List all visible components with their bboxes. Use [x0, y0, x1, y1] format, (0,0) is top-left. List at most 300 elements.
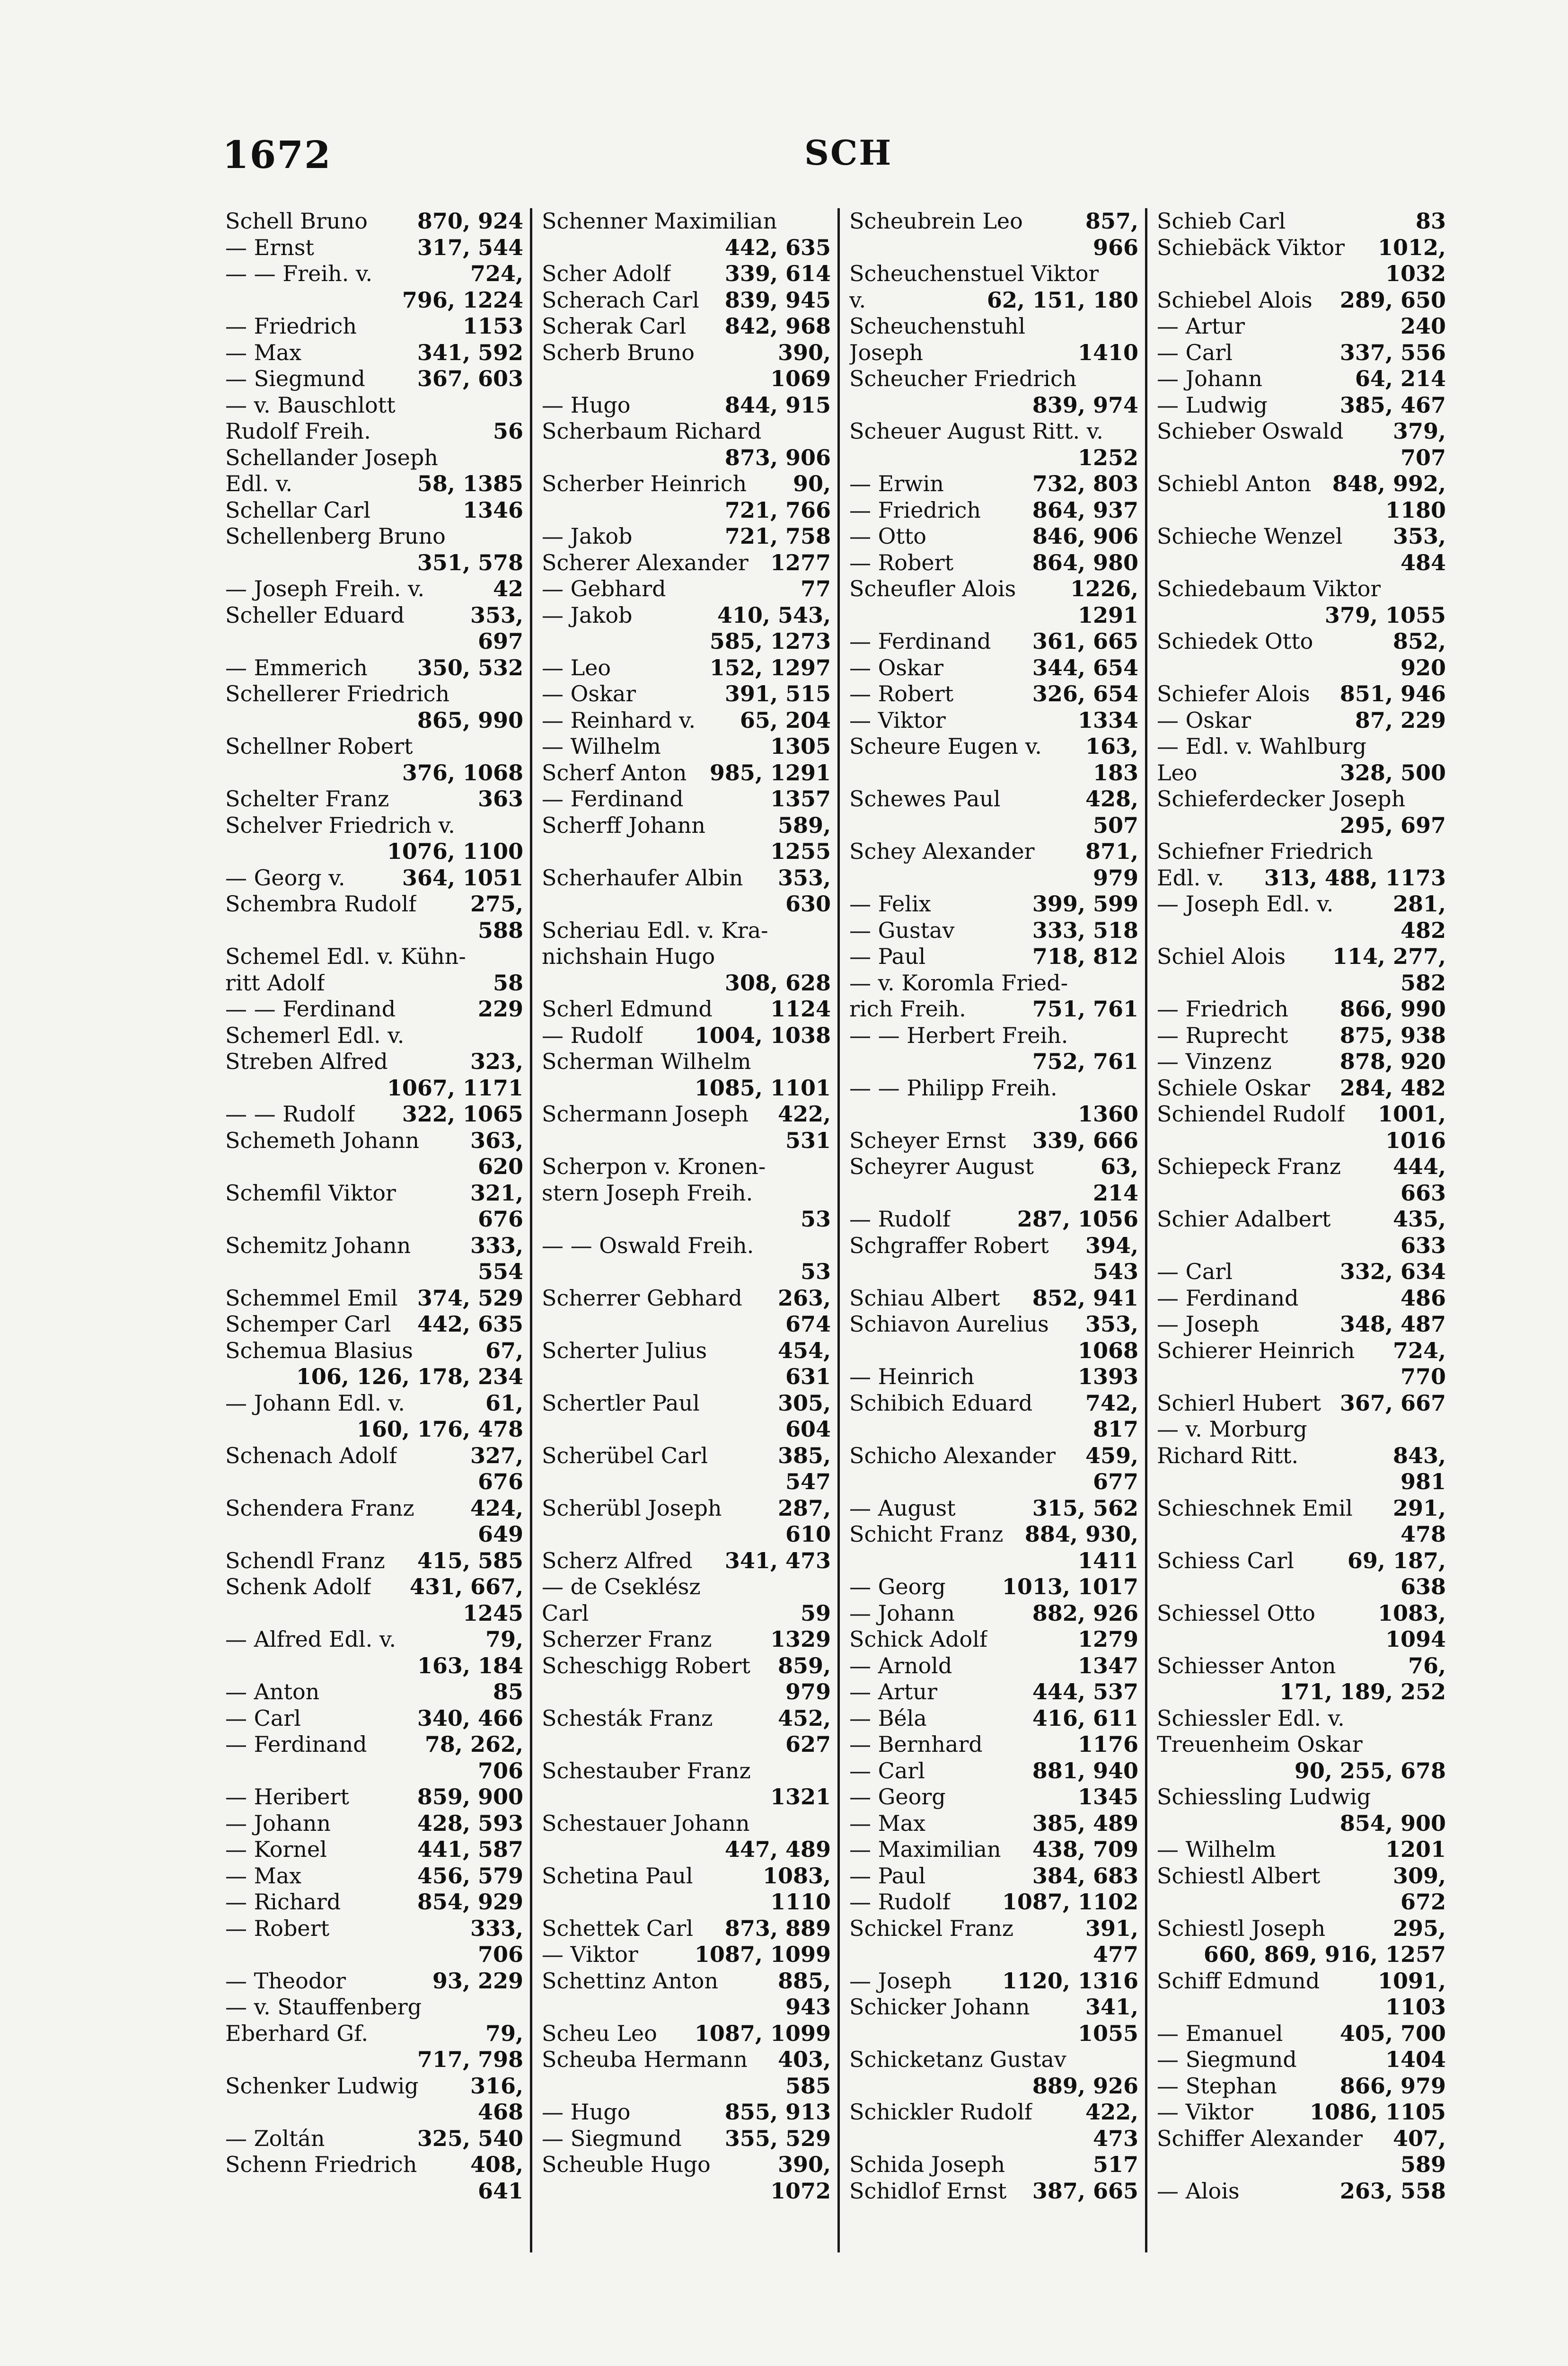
entry-pages: 78, 262,	[424, 1731, 523, 1757]
entry-name: — Heinrich	[849, 1364, 975, 1389]
entry-pages: 63,	[1100, 1154, 1138, 1179]
entry-continuation-line	[225, 628, 523, 655]
entry-pages: 87, 229	[1355, 707, 1446, 733]
entry-line	[542, 760, 831, 786]
entry-line	[849, 1705, 1138, 1732]
entry-continuation-line	[1157, 1758, 1446, 1784]
entry-line	[225, 1626, 523, 1653]
entry-pages: 589,	[777, 812, 831, 838]
entry-name: Scherübel Carl	[542, 1442, 708, 1468]
entry-name: Schestauber Franz	[542, 1757, 751, 1783]
entry-pages: 1245	[462, 1600, 523, 1626]
entry-pages: 839, 945	[724, 287, 831, 313]
entry-pages: 842, 968	[724, 313, 831, 339]
entry-continuation-line	[1157, 1364, 1446, 1390]
entry-pages: 543	[1092, 1259, 1138, 1284]
entry-continuation-line	[849, 2021, 1138, 2047]
entry-line	[225, 1994, 523, 2021]
entry-pages: 1334	[1077, 707, 1138, 733]
entry-continuation-line	[225, 2099, 523, 2126]
entry-name: Scheubrein Leo	[849, 208, 1023, 234]
entry-name: — Emmerich	[225, 654, 368, 680]
entry-name: Schewes Paul	[849, 786, 1001, 812]
entry-name: Schidlof Ernst	[849, 2178, 1007, 2204]
entry-line	[849, 1863, 1138, 1889]
entry-line	[225, 523, 523, 550]
entry-pages: 456, 579	[417, 1863, 523, 1889]
entry-line	[1157, 628, 1446, 655]
entry-line	[1157, 1390, 1446, 1417]
entry-name: Schiendel Rudolf	[1157, 1101, 1345, 1127]
entry-pages: 152, 1297	[709, 654, 831, 680]
entry-line	[1157, 839, 1446, 865]
entry-line	[225, 1128, 523, 1154]
entry-continuation-line	[1157, 812, 1446, 839]
entry-pages: 627	[785, 1731, 831, 1757]
entry-name: — Ferdinand	[1157, 1285, 1299, 1311]
entry-name: — Oskar	[1157, 707, 1251, 733]
entry-pages: 672	[1400, 1889, 1446, 1915]
entry-pages: 275,	[470, 891, 523, 917]
entry-name: Scherpon v. Kronen-	[542, 1154, 766, 1179]
entry-name: — v. Bauschlott	[225, 392, 396, 418]
entry-continuation-line	[1157, 1180, 1446, 1207]
entry-line	[1157, 1600, 1446, 1627]
entry-pages: 1252	[1077, 444, 1138, 470]
entry-pages: 459,	[1085, 1442, 1138, 1468]
entry-name: Schenk Adolf	[225, 1574, 371, 1599]
entry-name: — Edl. v. Wahlburg	[1157, 733, 1366, 759]
entry-pages: 93, 229	[432, 1968, 523, 1994]
entry-pages: 333,	[470, 1232, 523, 1258]
entry-line	[849, 1075, 1138, 1102]
entry-name: — Alfred Edl. v.	[225, 1626, 396, 1652]
entry-line	[1157, 523, 1446, 550]
entry-line	[849, 707, 1138, 734]
entry-continuation-line	[225, 2047, 523, 2073]
entry-pages: 473	[1092, 2125, 1138, 2151]
entry-line	[542, 418, 831, 445]
entry-line	[1157, 1023, 1446, 1049]
entry-line	[542, 1023, 831, 1049]
entry-name: — Heribert	[225, 1784, 349, 1810]
entry-line	[1157, 1548, 1446, 1574]
entry-name: — — Oswald Freih.	[542, 1232, 754, 1258]
entry-pages: 83	[1415, 208, 1446, 234]
entry-pages: 871,	[1085, 839, 1138, 864]
entry-name: — Rudolf	[849, 1206, 951, 1232]
entry-pages: 289, 650	[1339, 287, 1446, 313]
entry-line	[849, 497, 1138, 524]
entry-continuation-line	[849, 1259, 1138, 1285]
entry-line	[542, 313, 831, 340]
entry-name: Schicker Johann	[849, 1994, 1030, 2020]
entry-name: Schida Joseph	[849, 2152, 1005, 2177]
entry-line	[542, 1600, 831, 1627]
entry-name: — Artur	[849, 1679, 937, 1704]
entry-line	[1157, 418, 1446, 445]
entry-name: Scherb Bruno	[542, 339, 695, 365]
entry-line	[542, 1154, 831, 1180]
entry-pages: 442, 635	[417, 1311, 523, 1337]
entry-name: — Kornel	[225, 1836, 327, 1862]
entry-pages: 163,	[1085, 733, 1138, 759]
entry-line	[849, 1233, 1138, 1259]
entry-pages: 367, 667	[1339, 1390, 1446, 1416]
entry-line	[225, 786, 523, 812]
entry-pages: 873, 906	[724, 444, 831, 470]
entry-line	[542, 865, 831, 892]
entry-pages: 317, 544	[417, 234, 523, 260]
entry-name: Schiessler Edl. v.	[1157, 1705, 1345, 1731]
entry-pages: 53	[800, 1206, 831, 1232]
entry-name: — Vinzenz	[1157, 1049, 1272, 1074]
entry-pages: 866, 990	[1339, 996, 1446, 1022]
entry-pages: 363	[477, 786, 523, 812]
entry-line	[1157, 287, 1446, 314]
entry-pages: 332, 634	[1339, 1259, 1446, 1284]
entry-name: Schierer Heinrich	[1157, 1337, 1355, 1363]
entry-pages: 966	[1092, 234, 1138, 260]
entry-name: — Wilhelm	[1157, 1836, 1276, 1862]
entry-line	[849, 1731, 1138, 1758]
entry-pages: 353,	[470, 602, 523, 628]
entry-continuation-line	[542, 497, 831, 524]
entry-pages: 1180	[1385, 497, 1446, 523]
entry-pages: 718, 812	[1032, 944, 1138, 969]
entry-pages: 1103	[1385, 1994, 1446, 2020]
entry-pages: 852,	[1392, 628, 1446, 654]
entry-name: Schestauer Johann	[542, 1810, 750, 1836]
entry-pages: 64, 214	[1355, 366, 1446, 391]
entry-continuation-line	[1157, 1469, 1446, 1495]
entry-name: — Max	[849, 1810, 926, 1836]
entry-name: Scheuer August Ritt. v.	[849, 418, 1103, 444]
entry-name: — Viktor	[849, 707, 946, 733]
entry-line	[225, 1049, 523, 1075]
entry-pages: 58	[493, 970, 523, 996]
entry-pages: 582	[1400, 970, 1446, 996]
entry-pages: 316,	[470, 2073, 523, 2099]
entry-pages: 114, 277,	[1332, 944, 1446, 969]
entry-name: Schickler Rudolf	[849, 2099, 1032, 2125]
entry-name: — Joseph Edl. v.	[1157, 891, 1334, 917]
entry-line	[1157, 1338, 1446, 1364]
entry-pages: 875, 938	[1339, 1022, 1446, 1048]
entry-pages: 408,	[470, 2152, 523, 2177]
entry-continuation-line	[542, 235, 831, 261]
entry-pages: 873, 889	[724, 1915, 831, 1941]
entry-line	[849, 1206, 1138, 1233]
entry-line	[1157, 1259, 1446, 1285]
entry-pages: 878, 920	[1339, 1049, 1446, 1074]
entry-continuation-line	[1157, 602, 1446, 629]
entry-pages: 1069	[770, 366, 831, 391]
entry-pages: 438, 709	[1032, 1836, 1138, 1862]
entry-continuation-line	[225, 2178, 523, 2205]
entry-pages: 633	[1400, 1232, 1446, 1258]
entry-line	[849, 471, 1138, 497]
entry-name: — Reinhard v.	[542, 707, 696, 733]
entry-name: — Siegmund	[1157, 2047, 1297, 2072]
entry-name: Carl	[542, 1600, 589, 1626]
entry-name: Schelver Friedrich v.	[225, 812, 455, 838]
entry-pages: 353,	[777, 865, 831, 891]
entry-pages: 415, 585	[417, 1547, 523, 1573]
entry-line	[849, 1574, 1138, 1600]
entry-continuation-line	[542, 1075, 831, 1102]
entry-line	[849, 839, 1138, 865]
entry-line	[225, 1338, 523, 1364]
entry-line	[849, 733, 1138, 760]
entry-line	[849, 418, 1138, 445]
entry-pages: 649	[477, 1521, 523, 1547]
entry-pages: 864, 980	[1032, 549, 1138, 575]
entry-pages: 478	[1400, 1521, 1446, 1547]
entry-continuation-line	[1157, 1994, 1446, 2021]
entry-continuation-line	[1157, 655, 1446, 681]
entry-line	[849, 1521, 1138, 1548]
entry-name: — Siegmund	[225, 366, 365, 391]
entry-line	[542, 1443, 831, 1469]
entry-line	[849, 970, 1138, 997]
entry-name: Schemerl Edl. v.	[225, 1022, 405, 1048]
entry-pages: 979	[785, 1679, 831, 1704]
entry-pages: 1004, 1038	[694, 1022, 831, 1048]
entry-line	[225, 1101, 523, 1128]
entry-pages: 447, 489	[724, 1836, 831, 1862]
entry-name: Scheriau Edl. v. Kra-	[542, 917, 768, 943]
entry-line	[225, 2152, 523, 2178]
entry-line	[542, 1495, 831, 1522]
entry-pages: 295,	[1392, 1915, 1446, 1941]
entry-pages: 985, 1291	[709, 759, 831, 786]
entry-line	[849, 261, 1138, 287]
entry-continuation-line	[849, 1942, 1138, 1968]
entry-pages: 1085, 1101	[694, 1075, 831, 1101]
entry-pages: 752, 761	[1032, 1049, 1138, 1074]
entry-line	[225, 655, 523, 681]
entry-name: — Bernhard	[849, 1731, 983, 1757]
entry-name: — de Cseklész	[542, 1574, 701, 1599]
entry-pages: 724,	[470, 261, 523, 286]
entry-continuation-line	[225, 1259, 523, 1285]
entry-line	[1157, 1443, 1446, 1469]
entry-line	[849, 891, 1138, 918]
entry-pages: 1091,	[1377, 1968, 1446, 1994]
entry-line	[1157, 1784, 1446, 1810]
entry-name: Schiepeck Franz	[1157, 1154, 1341, 1179]
entry-pages: 350, 532	[417, 654, 523, 680]
entry-name: Scheyrer August	[849, 1154, 1034, 1179]
entry-name: — Wilhelm	[542, 733, 661, 759]
entry-name: — Oskar	[849, 654, 944, 680]
entry-continuation-line	[542, 445, 831, 471]
entry-name: — Siegmund	[542, 2125, 682, 2151]
entry-name: Schiefner Friedrich	[1157, 839, 1373, 864]
entry-name: Schiele Oskar	[1157, 1075, 1310, 1101]
entry-pages: 444, 537	[1032, 1679, 1138, 1704]
entry-name: Schellner Robert	[225, 733, 413, 759]
entry-continuation-line	[542, 1889, 831, 1916]
entry-pages: 353,	[1392, 523, 1446, 549]
entry-line	[542, 1180, 831, 1207]
entry-pages: 855, 913	[724, 2099, 831, 2125]
entry-pages: 67,	[485, 1337, 523, 1363]
entry-line	[225, 497, 523, 524]
entry-continuation-line	[849, 1101, 1138, 1128]
entry-line	[1157, 2073, 1446, 2100]
entry-name: — Rudolf	[542, 1022, 643, 1048]
entry-continuation-line	[542, 1469, 831, 1495]
entry-pages: 79,	[485, 2020, 523, 2046]
entry-line	[225, 1443, 523, 1469]
entry-line	[1157, 2021, 1446, 2047]
entry-pages: 452,	[777, 1705, 831, 1731]
entry-line	[1157, 235, 1446, 261]
entry-name: Schell Bruno	[225, 208, 368, 234]
entry-pages: 69, 187,	[1347, 1547, 1446, 1573]
entry-name: — Theodor	[225, 1968, 346, 1994]
entry-continuation-line	[849, 1049, 1138, 1075]
page-header	[222, 132, 1431, 185]
entry-line	[849, 1154, 1138, 1180]
entry-name: — v. Koromla Fried-	[849, 970, 1068, 996]
entry-line	[542, 1574, 831, 1600]
entry-name: — Viktor	[1157, 2099, 1253, 2125]
entry-pages: 1083,	[1377, 1600, 1446, 1626]
entry-line	[542, 1916, 831, 1942]
entry-pages: 1072	[770, 2178, 831, 2204]
entry-pages: 1055	[1077, 2020, 1138, 2046]
entry-name: — Erwin	[849, 471, 944, 496]
entry-pages: 295, 697	[1339, 812, 1446, 838]
entry-pages: 90,	[793, 471, 831, 496]
entry-pages: 333, 518	[1032, 917, 1138, 943]
entry-continuation-line	[225, 839, 523, 865]
entry-pages: 674	[785, 1311, 831, 1337]
entry-continuation-line	[225, 707, 523, 734]
entry-name: Schiebäck Viktor	[1157, 234, 1345, 260]
entry-pages: 1393	[1077, 1364, 1138, 1389]
entry-name: Schembra Rudolf	[225, 891, 417, 917]
entry-pages: 1305	[770, 733, 831, 759]
entry-continuation-line	[225, 550, 523, 576]
entry-line	[225, 1784, 523, 1810]
entry-pages: 724,	[1392, 1337, 1446, 1363]
entry-line	[542, 471, 831, 497]
entry-name: — Ludwig	[1157, 392, 1268, 418]
entry-continuation-line	[225, 1469, 523, 1495]
entry-pages: 981	[1400, 1469, 1446, 1494]
entry-pages: 79,	[485, 1626, 523, 1652]
entry-line	[542, 1338, 831, 1364]
entry-line	[1157, 944, 1446, 970]
entry-name: — Joseph	[849, 1968, 952, 1994]
entry-pages: 707	[1400, 444, 1446, 470]
entry-pages: 677	[1092, 1469, 1138, 1494]
entry-name: — Paul	[849, 1863, 926, 1889]
entry-pages: 610	[785, 1521, 831, 1547]
entry-pages: 387, 665	[1032, 2178, 1138, 2204]
entry-line	[1157, 1968, 1446, 1995]
entry-continuation-line	[225, 1364, 523, 1390]
entry-line	[1157, 313, 1446, 340]
entry-pages: 1001,	[1377, 1101, 1446, 1127]
entry-line	[225, 1836, 523, 1863]
index-column-1	[222, 208, 530, 2252]
entry-pages: 1110	[770, 1889, 831, 1915]
entry-name: Scherübl Joseph	[542, 1495, 722, 1521]
entry-continuation-line	[542, 2073, 831, 2100]
entry-name: Schemeth Johann	[225, 1127, 420, 1153]
entry-line	[542, 1626, 831, 1653]
entry-pages: 321,	[470, 1180, 523, 1206]
entry-continuation-line	[542, 2178, 831, 2205]
entry-name: — Ferdinand	[225, 1731, 367, 1757]
entry-pages: 589	[1400, 2152, 1446, 2177]
entry-name: Rudolf Freih.	[225, 418, 371, 444]
entry-name: Schenn Friedrich	[225, 2152, 417, 2177]
entry-line	[542, 2099, 831, 2126]
entry-pages: 62, 151, 180	[987, 287, 1138, 313]
entry-continuation-line	[542, 1206, 831, 1233]
entry-pages: 379,	[1392, 418, 1446, 444]
entry-name: Schesták Franz	[542, 1705, 713, 1731]
entry-pages: 351, 578	[417, 549, 523, 575]
entry-pages: 848, 992,	[1332, 471, 1446, 496]
entry-line	[225, 1705, 523, 1732]
entry-name: Scheucher Friedrich	[849, 366, 1077, 391]
entry-line	[849, 313, 1138, 340]
entry-line	[225, 1679, 523, 1705]
entry-line	[225, 1968, 523, 1995]
entry-name: Edl. v.	[1157, 865, 1224, 891]
entry-name: Scherman Wilhelm	[542, 1049, 751, 1074]
entry-pages: 367, 603	[417, 366, 523, 391]
entry-line	[1157, 1705, 1446, 1732]
entry-line	[849, 1916, 1138, 1942]
entry-line	[1157, 786, 1446, 812]
entry-name: Scherff Johann	[542, 812, 705, 838]
entry-pages: 160, 176, 478	[356, 1416, 523, 1442]
entry-name: Scherach Carl	[542, 287, 699, 313]
entry-name: — Anton	[225, 1679, 320, 1704]
entry-line	[542, 550, 831, 576]
entry-continuation-line	[1157, 1626, 1446, 1653]
entry-pages: 1016	[1385, 1127, 1446, 1153]
entry-name: — Ferdinand	[849, 628, 991, 654]
entry-name: Scheu Leo	[542, 2020, 657, 2046]
entry-name: — Johann	[849, 1600, 955, 1626]
entry-pages: 770	[1400, 1364, 1446, 1389]
entry-line	[1157, 366, 1446, 392]
entry-line	[225, 471, 523, 497]
entry-pages: 1321	[770, 1784, 831, 1810]
entry-pages: 859,	[777, 1652, 831, 1678]
entry-pages: 214	[1092, 1180, 1138, 1206]
entry-pages: 1201	[1385, 1836, 1446, 1862]
entry-pages: 477	[1092, 1942, 1138, 1967]
entry-name: Scheller Eduard	[225, 602, 405, 628]
entry-pages: 1067, 1171	[387, 1075, 523, 1101]
entry-pages: 1068	[1077, 1337, 1138, 1363]
entry-continuation-line	[542, 1836, 831, 1863]
entry-pages: 1347	[1077, 1652, 1138, 1678]
entry-name: Schiavon Aurelius	[849, 1311, 1049, 1337]
entry-pages: 348, 487	[1339, 1311, 1446, 1337]
entry-line	[225, 392, 523, 419]
